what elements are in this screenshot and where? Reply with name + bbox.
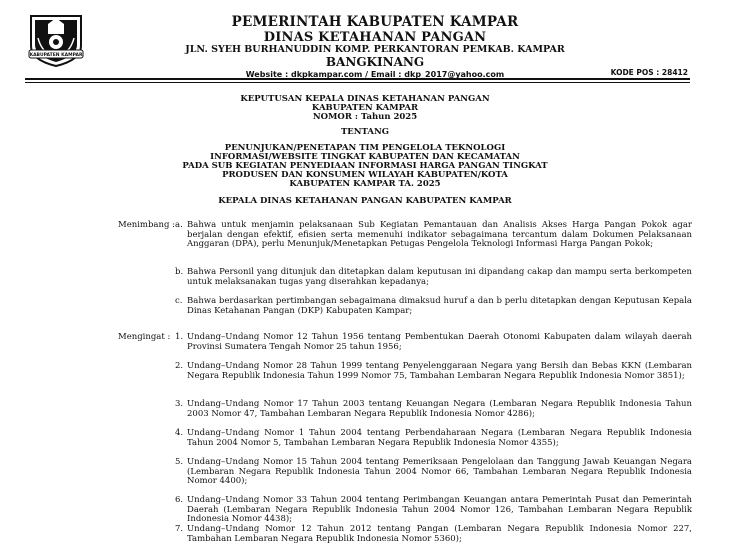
agency-contact: Website : dkpkampar.com / Email : dkp_2017@yahoo.com (245, 70, 505, 79)
menimbang-item: Bahwa Personil yang ditunjuk dan ditetapkan dalam keputusan ini dipandang cakap dan mampu serta berkompeten untuk melaksanakan tugas yang diserahkan kepadanya; (187, 267, 692, 287)
menimbang-marker: b. (175, 267, 184, 277)
menimbang-item: Bahwa berdasarkan pertimbangan sebagaimana dimaksud huruf a dan b perlu ditetapkan dengan Keputusan Kepala Dinas Ketahanan Pangan (DKP) Kabupaten Kampar; (187, 296, 692, 316)
agency-name: DINAS KETAHANAN PANGAN (263, 30, 487, 45)
subject-line: KABUPATEN KAMPAR TA. 2025 (289, 179, 441, 189)
mengingat-item: Undang–Undang Nomor 12 Tahun 2012 tentang Pangan (Lembaran Negara Republik Indonesia Nomor 227, Tambahan Lembaran Negara Republik Indonesia Nomor 5360); (187, 524, 692, 544)
menimbang-label: Menimbang : (118, 220, 175, 230)
mengingat-marker: 5. (175, 457, 184, 467)
mengingat-item: Undang–Undang Nomor 33 Tahun 2004 tentang Perimbangan Keuangan antara Pemerintah Pusat dan Pemerintah Daerah (Lembaran Negara Republik Indonesia Tahun 2004 Nomor 126, Tambahan Lembaran Negara Republik Indonesia Nomor 4438); (187, 495, 692, 524)
logo-caption: KABUPATEN KAMPAR (29, 53, 83, 58)
mengingat-marker: 3. (175, 399, 184, 409)
mengingat-item: Undang–Undang Nomor 15 Tahun 2004 tentang Pemeriksaan Pengelolaan dan Tanggung Jawab Keuangan Negara (Lembaran Negara Republik Indonesia Tahun 2004 Nomor 66, Tambahan Lembaran Negara Republik Indonesia Nomor 4400); (187, 457, 692, 486)
mengingat-item: Undang–Undang Nomor 1 Tahun 2004 tentang Perbendaharaan Negara (Lembaran Negara Republik Indonesia Tahun 2004 Nomor 5, Tambahan Lembaran Negara Republik Indonesia Nomor 4355); (187, 428, 692, 448)
mengingat-label: Mengingat : (118, 332, 171, 342)
decree-title-region: KABUPATEN KAMPAR (311, 103, 419, 113)
decree-number: NOMOR : Tahun 2025 (312, 112, 418, 122)
menimbang-marker: a. (175, 220, 183, 230)
decree-title: KEPUTUSAN KEPALA DINAS KETAHANAN PANGAN (240, 94, 490, 104)
government-name: PEMERINTAH KABUPATEN KAMPAR (231, 14, 519, 30)
agency-address: JLN. SYEH BURHANUDDIN KOMP. PERKANTORAN PEMKAB. KAMPAR (185, 44, 565, 55)
subject-line: PADA SUB KEGIATAN PENYEDIAAN INFORMASI HARGA PANGAN TINGKAT (182, 161, 548, 171)
subject-line: PENUNJUKAN/PENETAPAN TIM PENGELOLA TEKNOLOGI (224, 143, 506, 153)
decree-tentang: TENTANG (340, 127, 390, 137)
mengingat-marker: 2. (175, 361, 184, 371)
mengingat-marker: 7. (175, 524, 184, 534)
subject-line: PRODUSEN DAN KONSUMEN WILAYAH KABUPATEN/KOTA (222, 170, 508, 180)
mengingat-marker: 6. (175, 495, 184, 505)
decree-authority: KEPALA DINAS KETAHANAN PANGAN KABUPATEN KAMPAR (218, 196, 512, 206)
menimbang-marker: c. (175, 296, 183, 306)
kampar-regency-emblem (25, 12, 87, 68)
letterhead-rule-thick (25, 78, 690, 80)
agency-city: BANGKINANG (325, 55, 425, 69)
mengingat-item: Undang–Undang Nomor 12 Tahun 1956 tentang Pembentukan Daerah Otonomi Kabupaten dalam wilayah daerah Provinsi Sumatera Tengah Nomor 25 tahun 1956; (187, 332, 692, 352)
postal-code: KODE POS : 28412 (610, 68, 688, 77)
mengingat-marker: 4. (175, 428, 184, 438)
menimbang-item: Bahwa untuk menjamin pelaksanaan Sub Kegiatan Pemantauan dan Analisis Akses Harga Pangan Pokok agar berjalan dengan efektif, efisien serta memenuhi indikator sebagaimana tercantum dalam Dokumen Pelaksanaan Anggaran (DPA), perlu Menunjuk/Menetapkan Petugas Pengelola Teknologi Informasi Harga Pangan Pokok; (187, 220, 692, 249)
subject-line: INFORMASI/WEBSITE TINGKAT KABUPATEN DAN KECAMATAN (210, 152, 520, 162)
mengingat-item: Undang–Undang Nomor 28 Tahun 1999 tentang Penyelenggaraan Negara yang Bersih dan Bebas KKN (Lembaran Negara Republik Indonesia Tahun 1999 Nomor 75, Tambahan Lembaran Negara Republik Indonesia Nomor 3851); (187, 361, 692, 381)
letterhead-rule-thin (25, 82, 690, 83)
mengingat-marker: 1. (175, 332, 184, 342)
mengingat-item: Undang–Undang Nomor 17 Tahun 2003 tentang Keuangan Negara (Lembaran Negara Republik Indonesia Tahun 2003 Nomor 47, Tambahan Lembaran Negara Republik Indonesia Nomor 4286); (187, 399, 692, 419)
